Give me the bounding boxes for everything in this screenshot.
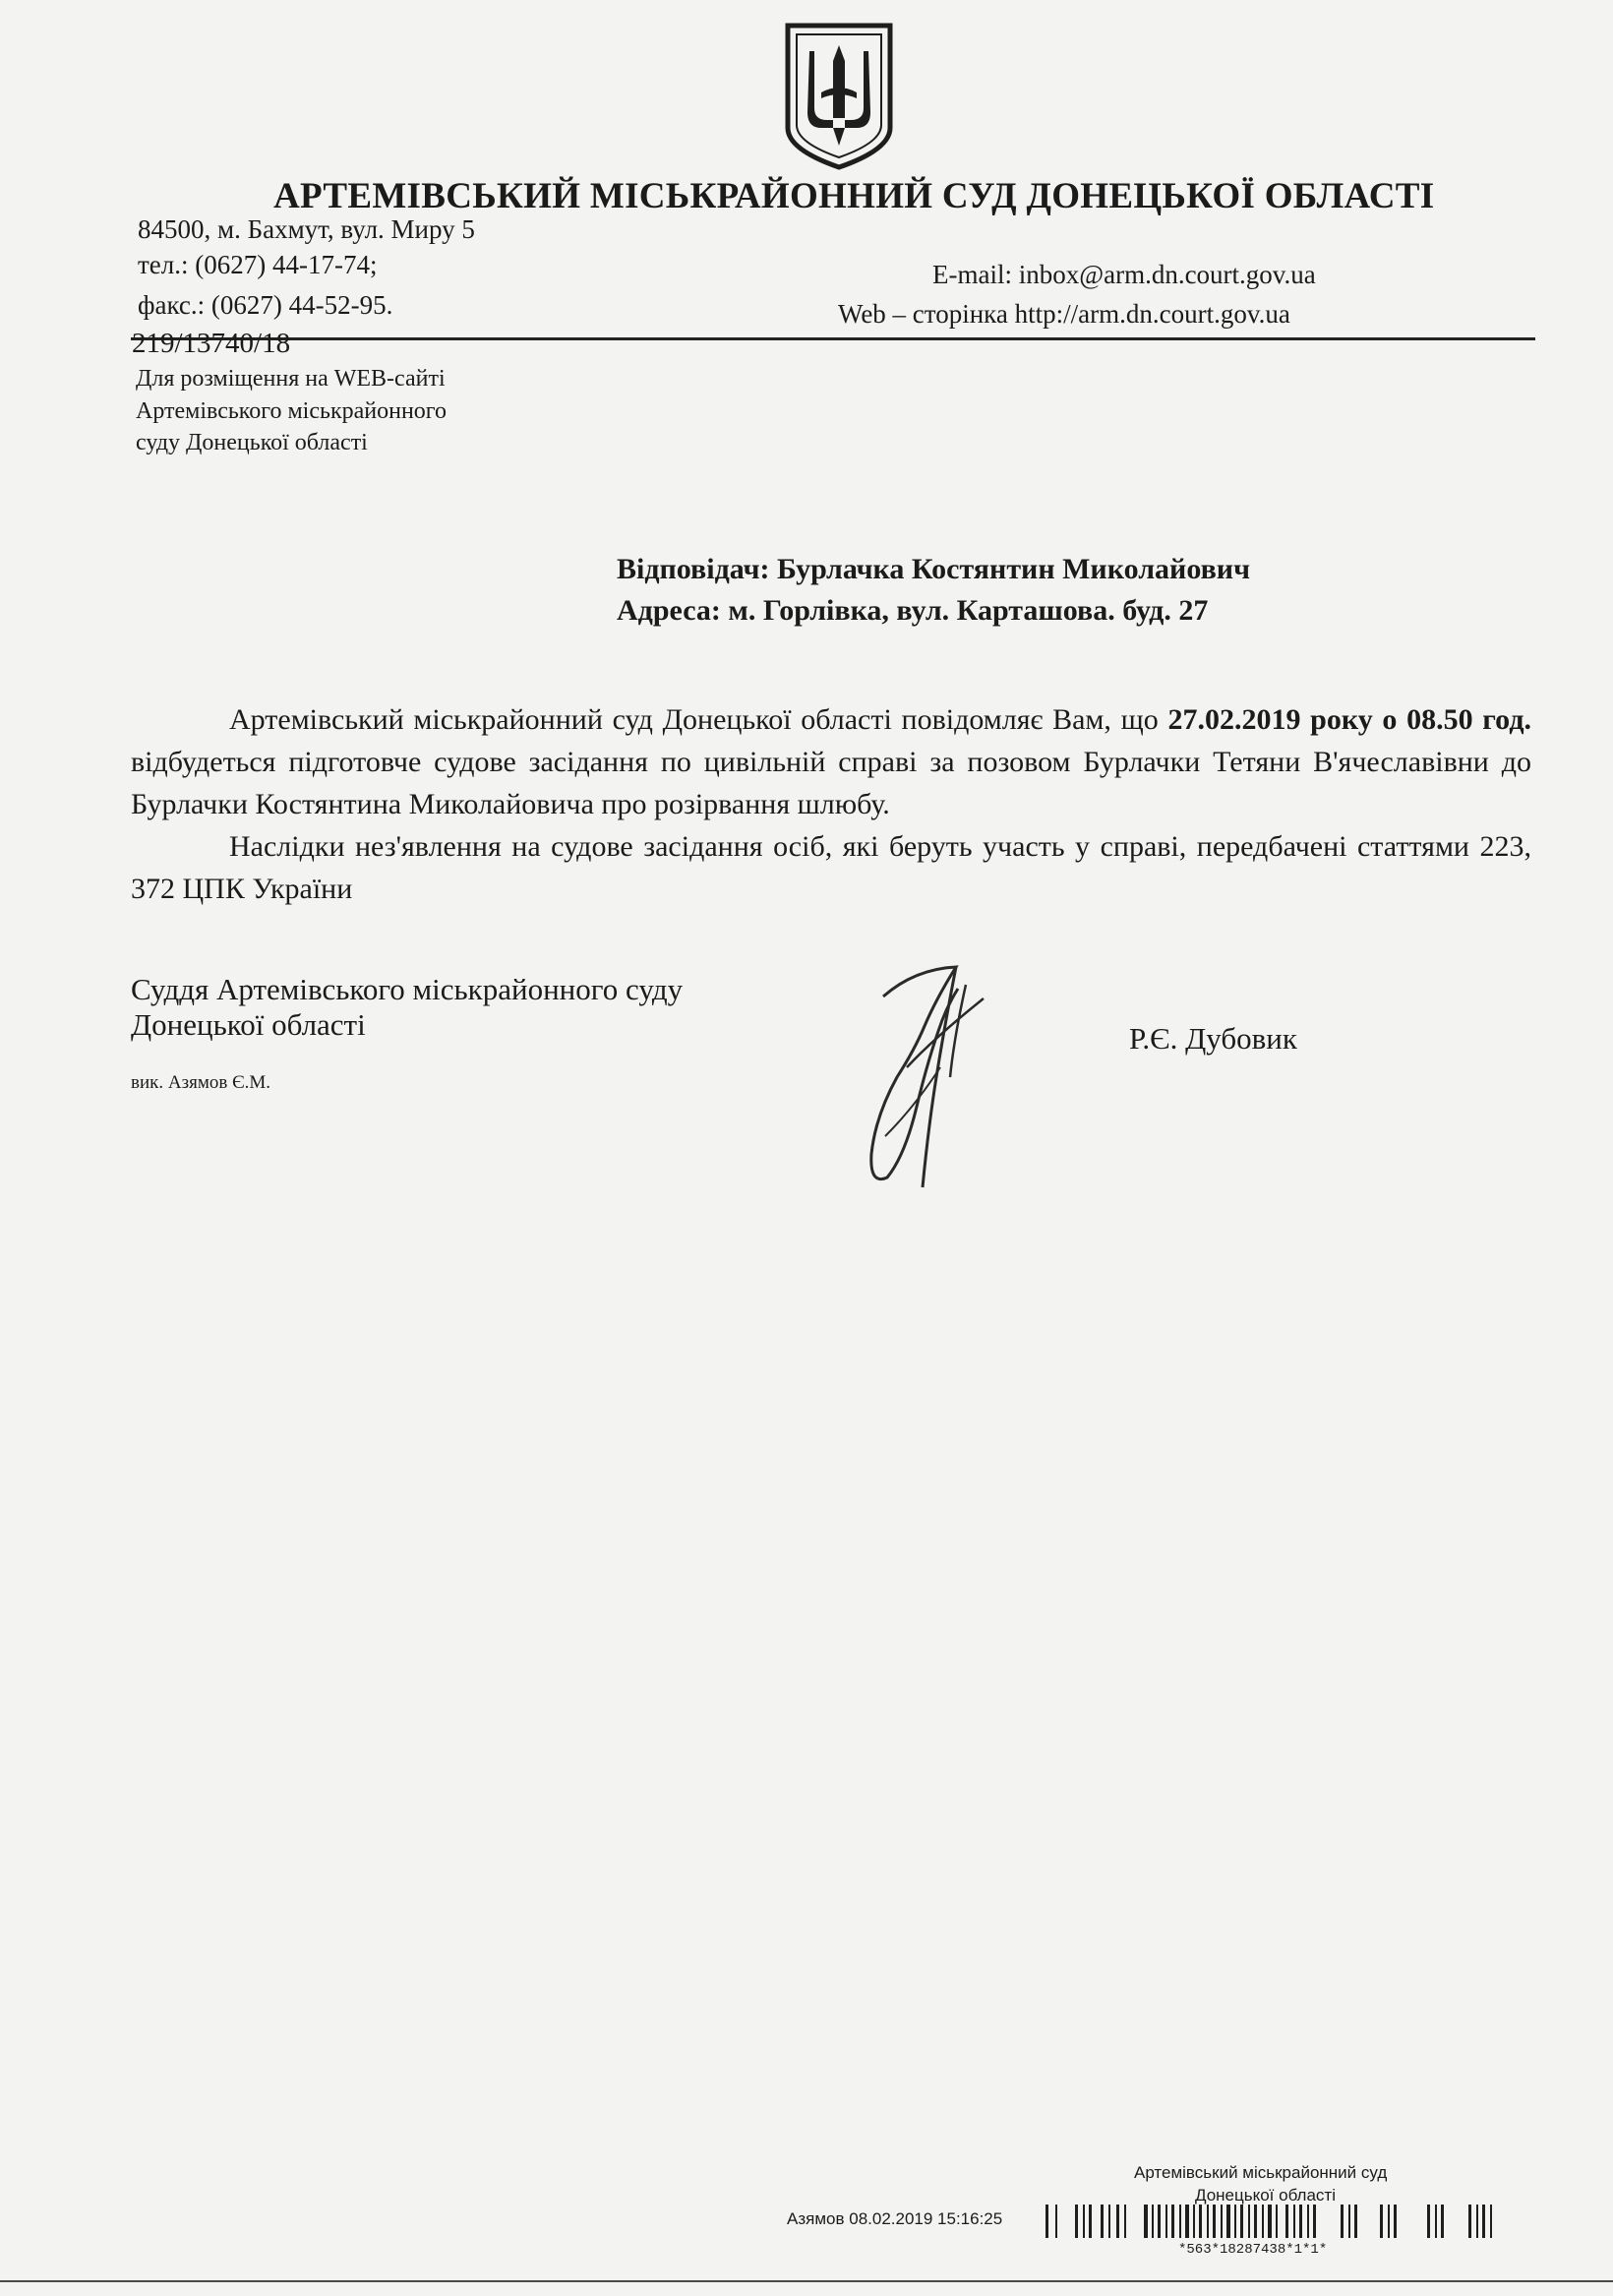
notice-text: Артемівський міськрайонний суд Донецької області повідомляє Вам, що	[229, 703, 1168, 736]
stamp-court-line-2: Донецької області	[1195, 2186, 1336, 2205]
placement-note-line-1: Для розміщення на WEB-сайті	[136, 366, 446, 392]
judge-position-line-2: Донецької області	[131, 1007, 366, 1042]
stamp-court-line-1: Артемівський міськрайонний суд	[1134, 2163, 1388, 2182]
coat-of-arms	[782, 22, 896, 171]
hearing-datetime: 27.02.2019 року о 08.50 год.	[1167, 703, 1531, 736]
judge-position-line-1: Суддя Артемівського міськрайонного суду	[131, 972, 684, 1006]
placement-note-line-2: Артемівського міськрайонного	[136, 398, 448, 424]
handwritten-signature	[846, 959, 1013, 1195]
court-fax: факс.: (0627) 44-52-95.	[138, 290, 393, 320]
court-website: Web – сторінка http://arm.dn.court.gov.ua	[838, 299, 1290, 329]
header-divider	[131, 337, 1535, 340]
respondent-address: Адреса: м. Горлівка, вул. Карташова. буд. 27	[617, 594, 1209, 627]
court-name-heading: АРТЕМІВСЬКИЙ МІСЬКРАЙОННИЙ СУД ДОНЕЦЬКОЇ ОБЛАСТІ	[273, 176, 1435, 216]
court-email: E-mail: inbox@arm.dn.court.gov.ua	[932, 260, 1316, 289]
judge-name: Р.Є. Дубовик	[1129, 1021, 1297, 1056]
notice-paragraph-1	[131, 698, 1531, 825]
notice-body	[131, 698, 1531, 910]
stamp-entry: Азямов 08.02.2019 15:16:25	[787, 2209, 1003, 2228]
executor-note: вик. Азямов Є.М.	[131, 1072, 271, 1093]
registration-barcode	[1045, 2203, 1518, 2242]
respondent-line: Відповідач: Бурлачка Костянтин Миколайович	[617, 553, 1250, 585]
case-number: 219/13740/18	[132, 328, 291, 359]
notice-text-continued: відбудеться підготовче судове засідання по цивільній справі за позовом Бурлачки Тетяни В'ячеславівни до Бурлачки Костянтина Миколайовича про розірвання шлюбу.	[131, 746, 1531, 820]
placement-note-line-3: суду Донецької області	[136, 430, 368, 455]
court-phone: тел.: (0627) 44-17-74;	[138, 250, 378, 279]
tryzub-icon	[782, 22, 896, 171]
barcode-number: *563*18287438*1*1*	[1178, 2242, 1328, 2258]
court-address: 84500, м. Бахмут, вул. Миру 5	[138, 214, 475, 244]
notice-paragraph-2: Наслідки нез'явлення на судове засідання осіб, які беруть участь у справі, передбачені статтями 223, 372 ЦПК України	[131, 830, 1531, 905]
scan-bottom-edge	[0, 2280, 1613, 2282]
